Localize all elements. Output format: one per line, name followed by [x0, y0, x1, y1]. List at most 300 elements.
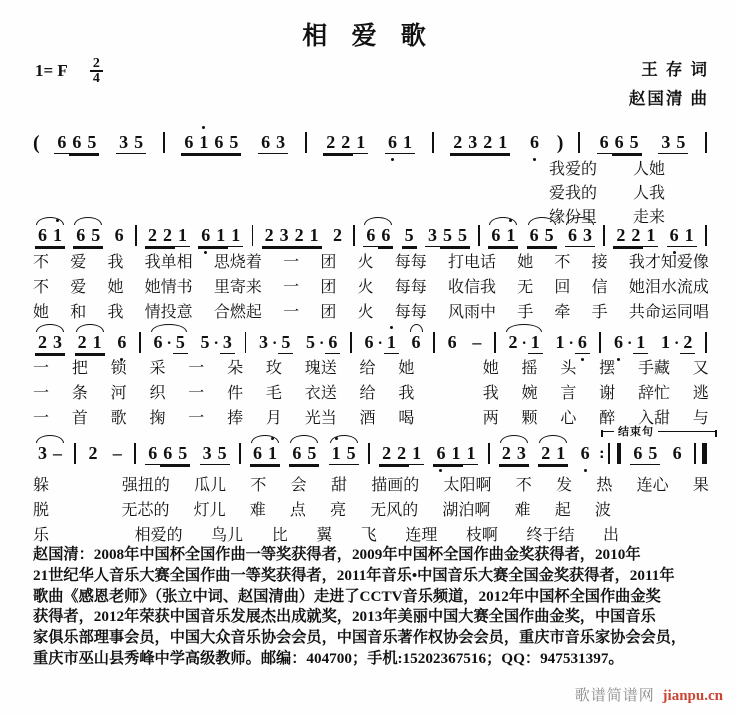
beam-line: [338, 154, 353, 156]
note: 6: [69, 132, 84, 154]
note: 2: [628, 225, 643, 247]
lyric-syllable: 相爱的: [134, 527, 183, 544]
note: 6: [575, 332, 590, 354]
barline: [478, 225, 480, 246]
note: 1: [265, 443, 280, 465]
lyric-syllable: 打电话: [447, 254, 496, 271]
lyric-syllable: 亮: [330, 502, 347, 519]
octave-dot-high: [335, 437, 338, 440]
note-group: [179, 132, 243, 154]
note-group: [628, 443, 662, 465]
beam-line: [503, 247, 518, 249]
slur-note-group: [287, 443, 321, 465]
lyric-syllable: 爱: [70, 254, 87, 271]
lyric-syllable: 织: [149, 385, 166, 402]
note: 1: [682, 225, 697, 247]
note: 6: [153, 332, 163, 352]
note: 1: [384, 332, 399, 354]
lyric-syllable: 她: [107, 279, 124, 296]
lyric-syllable: 一: [33, 360, 50, 377]
beam-line: [542, 247, 557, 249]
note: 6: [433, 443, 448, 465]
note: 6: [114, 332, 129, 354]
lyric-syllable: 火: [357, 304, 374, 321]
note: 5: [542, 225, 557, 247]
beam-line: [213, 247, 228, 249]
lyric-syllable: 里寄来: [213, 279, 262, 296]
composer-credit: 赵国清 曲: [628, 89, 709, 108]
duration-dot: ·: [521, 335, 527, 352]
note: 6: [289, 443, 304, 465]
barline: [305, 132, 307, 153]
beam-line: [88, 247, 103, 249]
note-group: [112, 332, 131, 354]
beam-line: [292, 247, 307, 249]
note: 1: [448, 443, 463, 465]
close-paren: ): [556, 132, 564, 154]
slur-note-group: [73, 332, 107, 354]
duration-dot: ·: [319, 335, 325, 352]
beam-line: [433, 465, 448, 467]
note: 2: [480, 132, 495, 154]
note-group: [525, 132, 544, 154]
barline: [74, 443, 76, 464]
lyric-syllable: 手: [517, 304, 534, 321]
final-barline: [692, 443, 709, 465]
note: 1: [50, 225, 65, 247]
lyric-syllable: 她情书: [144, 279, 193, 296]
lyric-syllable: 情投意: [144, 304, 193, 321]
beam-line: [613, 247, 628, 249]
note-group: [359, 332, 400, 354]
repeat-dots: ∶: [599, 448, 604, 463]
note: 3: [465, 132, 480, 154]
beam-line: [465, 154, 480, 156]
note-group: [143, 225, 192, 247]
lyric-syllable: 火: [357, 279, 374, 296]
note-group: [108, 443, 127, 465]
note-group: [260, 225, 324, 247]
note: 3: [514, 443, 529, 465]
note: 3: [220, 332, 235, 354]
lyrics-row: [33, 498, 611, 523]
note: 1: [495, 132, 510, 154]
note-group: [668, 443, 687, 465]
lyric-syllable: 一: [283, 279, 300, 296]
barline: [252, 225, 254, 246]
note: 6: [612, 132, 627, 154]
note: 1: [633, 332, 648, 354]
lyric-syllable: 无风的: [370, 502, 419, 519]
watermark-site-name: 歌谱简谱网: [574, 688, 655, 704]
lyric-syllable: 酒: [359, 410, 376, 427]
duration-dot: ·: [377, 335, 383, 352]
notation-line-1: [33, 124, 709, 154]
barline-thick: [617, 443, 622, 464]
lyricist-credit: 王 存 词: [641, 60, 709, 79]
beam-line: [265, 465, 280, 467]
lyric-syllable: 一: [283, 254, 300, 271]
time-signature-denominator: 4: [92, 71, 100, 86]
beam-line: [514, 465, 529, 467]
lyrics-block-4: [33, 473, 709, 548]
note: 3: [38, 443, 47, 463]
note-group: [467, 332, 486, 354]
note: –: [53, 443, 62, 463]
note: 5: [402, 225, 417, 247]
note: 2: [323, 132, 338, 154]
note: 6: [198, 225, 213, 247]
lyrics-row: [33, 250, 709, 275]
note: 2: [332, 225, 342, 245]
lyric-syllable: 把: [71, 360, 88, 377]
lyric-syllable: 她泪水流成: [628, 279, 709, 296]
beam-line: [538, 465, 553, 467]
credits: [629, 55, 709, 113]
lyric-syllable: 我: [107, 254, 124, 271]
barline: [608, 443, 610, 464]
ending-phrase-label: 结束句: [614, 423, 658, 439]
lyrics-row: [549, 158, 665, 182]
beam-line: [440, 247, 455, 249]
note: 2: [613, 225, 628, 247]
note: 1: [409, 443, 424, 465]
key-signature: [35, 57, 103, 85]
lyric-syllable: 乐: [33, 527, 50, 544]
lyric-syllable: 和: [70, 304, 87, 321]
lyric-syllable: 醉: [599, 410, 616, 427]
note: 1: [643, 225, 658, 247]
lyric-syllable: 她: [398, 360, 415, 377]
lyric-syllable: 无: [517, 279, 534, 296]
note: 6: [35, 225, 50, 247]
note: 2: [379, 443, 394, 465]
lyric-syllable: 喝: [398, 410, 415, 427]
key-label: 1= F: [35, 61, 68, 80]
note: 6: [258, 132, 273, 154]
note-group: [383, 132, 417, 154]
barline: [139, 332, 141, 353]
bio-line: 赵国清：2008年中国杯全国作曲一等奖获得者，2009年中国杯全国作曲金奖获得者，2010年: [33, 546, 641, 563]
note: 3: [200, 443, 215, 465]
note: 5: [175, 443, 190, 465]
note: 5: [278, 332, 293, 354]
duration-dot: ·: [568, 335, 574, 352]
lyric-syllable: 一: [283, 304, 300, 321]
octave-dot-low: [391, 158, 394, 161]
lyric-syllable: 给: [359, 385, 376, 402]
beam-line: [304, 465, 319, 467]
lyric-syllable: 辞忙: [637, 385, 670, 402]
bio-line: 重庆市巫山县秀峰中学高级教师。邮编：404700；手机:15202367516；QQ：947531397。: [33, 649, 624, 667]
lyric-syllable: 不: [515, 477, 532, 494]
lyrics-row: [33, 300, 709, 325]
note-group: [576, 443, 595, 465]
note-group: [52, 132, 101, 154]
lyric-syllable: 枝啊: [465, 527, 498, 544]
lyric-syllable: 每每: [394, 304, 427, 321]
note-group: [110, 225, 129, 247]
lyric-syllable: 不: [33, 279, 50, 296]
note: –: [472, 332, 482, 352]
lyrics-row: [33, 356, 709, 381]
lyric-syllable: 连心: [636, 477, 669, 494]
beam-line: [379, 465, 394, 467]
repeat-barline: [600, 443, 623, 465]
beam-line: [612, 154, 627, 156]
lyric-syllable: 一: [188, 385, 205, 402]
lyric-syllable: 连理: [405, 527, 438, 544]
note: 1: [528, 332, 543, 354]
lyric-syllable: 瑰送: [304, 360, 337, 377]
duration-dot: ·: [166, 335, 172, 352]
lyric-syllable: 走来: [632, 209, 665, 226]
time-signature-numerator: 2: [90, 57, 103, 72]
note: 6: [114, 225, 124, 245]
note: 6: [527, 132, 542, 154]
lyric-syllable: 收信我: [447, 279, 496, 296]
note-group: [665, 225, 699, 247]
lyric-syllable: 她: [482, 360, 499, 377]
note: 6: [73, 225, 88, 247]
barline: [134, 443, 136, 464]
slur-note-group: [33, 332, 67, 354]
note: 2: [160, 225, 175, 247]
lyric-syllable: 心: [560, 410, 577, 427]
note: 6: [385, 132, 400, 154]
note: 1: [660, 332, 670, 352]
slur-note-group: [497, 443, 531, 465]
barline: [705, 225, 707, 246]
beam-line: [198, 247, 213, 249]
lyric-syllable: 湖泊啊: [442, 502, 491, 519]
note: 1: [196, 132, 211, 154]
lyric-syllable: 条: [71, 385, 88, 402]
note: 5: [455, 225, 470, 247]
lyric-syllable: 风雨中: [447, 304, 496, 321]
beam-line: [455, 247, 470, 249]
beam-line: [628, 247, 643, 249]
lyric-syllable: 飞: [360, 527, 377, 544]
lyric-syllable: 玫: [265, 360, 282, 377]
note: 5: [627, 132, 642, 154]
lyric-syllable: 发: [556, 477, 573, 494]
lyric-syllable: 信: [591, 279, 608, 296]
slur-note-group: [536, 443, 570, 465]
note: 1: [90, 332, 105, 354]
lyric-syllable: 我爱的: [549, 161, 598, 178]
lyric-syllable: 共命运同唱: [628, 304, 709, 321]
lyric-syllable: 鸟儿: [211, 527, 244, 544]
lyric-syllable: 起: [554, 502, 571, 519]
lyric-syllable: 河: [110, 385, 127, 402]
beam-line: [488, 247, 503, 249]
slur-note-group: [327, 443, 361, 465]
note: 2: [538, 443, 553, 465]
lyric-syllable: 不: [33, 254, 50, 271]
slur-note-group: [71, 225, 105, 247]
beam-line: [480, 154, 495, 156]
note-group: [198, 443, 232, 465]
lyric-syllable: 言: [560, 385, 577, 402]
beam-line: [196, 154, 211, 156]
note: 6: [611, 332, 626, 354]
lyric-syllable: 出: [602, 527, 619, 544]
note: 5: [84, 132, 99, 154]
lyric-syllable: 波: [594, 502, 611, 519]
note: 5: [131, 132, 146, 154]
lyric-syllable: 灯儿: [193, 502, 226, 519]
slur-note-group: [486, 225, 520, 247]
note: 2: [394, 443, 409, 465]
note: 6: [364, 332, 374, 352]
note-group: [254, 332, 295, 354]
slur-note-group: [407, 332, 426, 354]
slur-note-group: [503, 332, 544, 354]
note: 2: [508, 332, 518, 352]
lyric-syllable: 翼: [316, 527, 333, 544]
beam-line: [402, 247, 417, 249]
note: 5: [306, 332, 315, 352]
lyric-syllable: 不: [250, 477, 267, 494]
beam-line: [50, 247, 65, 249]
lyric-syllable: 一: [188, 360, 205, 377]
note-group: [431, 443, 480, 465]
open-paren: (: [33, 132, 40, 154]
beam-line: [211, 154, 226, 156]
duration-dot: ·: [213, 335, 219, 352]
beam-line: [495, 154, 510, 156]
slur-note-group: [148, 332, 189, 354]
lyric-syllable: 终于结: [526, 527, 575, 544]
note: 5: [173, 332, 188, 354]
note-group: [595, 132, 644, 154]
lyric-syllable: 太阳啊: [443, 477, 492, 494]
note: 5: [673, 132, 688, 154]
note-group: [377, 443, 426, 465]
lyric-syllable: 摇: [521, 360, 538, 377]
lyric-syllable: 接: [591, 254, 608, 271]
lyric-syllable: 我: [482, 385, 499, 402]
lyrics-block-1: [549, 158, 665, 230]
note-group: [328, 225, 347, 247]
note: 6: [181, 132, 196, 154]
lyric-syllable: 热: [596, 477, 613, 494]
note: 1: [463, 443, 478, 465]
lyrics-row: [549, 182, 665, 206]
note: 1: [228, 225, 243, 247]
lyric-syllable: 爱: [70, 279, 87, 296]
lyric-syllable: 锁: [110, 360, 127, 377]
lyrics-row: [33, 406, 709, 431]
lyric-syllable: 果: [692, 477, 709, 494]
note-group: [256, 132, 290, 154]
note-group: [114, 132, 148, 154]
beam-line: [289, 465, 304, 467]
lyric-syllable: 无芯的: [121, 502, 170, 519]
note: 6: [667, 225, 682, 247]
note: 6: [447, 332, 457, 352]
lyric-syllable: 火: [357, 254, 374, 271]
note: 1: [175, 225, 190, 247]
lyric-syllable: 光当: [304, 410, 337, 427]
note: 6: [672, 443, 682, 463]
beam-line: [84, 154, 99, 156]
lyric-syllable: 脱: [33, 502, 50, 519]
note: 5: [344, 443, 359, 465]
lyric-syllable: 会: [290, 477, 307, 494]
lyric-syllable: 与: [692, 410, 709, 427]
octave-dot-high: [509, 219, 512, 222]
beam-line: [553, 465, 568, 467]
lyric-syllable: 给: [359, 360, 376, 377]
octave-dot-high: [390, 326, 393, 329]
lyric-syllable: 爱我的: [549, 185, 598, 202]
bio-line: 21世纪华人音乐大赛全国作曲一等奖获得者，2011年音乐•中国音乐大赛全国金奖获得者，2011年: [33, 566, 675, 584]
note-group: [196, 225, 245, 247]
lyric-syllable: 我单相: [144, 254, 193, 271]
lyric-syllable: 歌: [110, 410, 127, 427]
barline: [350, 332, 352, 353]
note: 5: [645, 443, 660, 465]
lyric-syllable: 难: [249, 502, 266, 519]
note: 2: [35, 332, 50, 354]
note-group: [143, 443, 192, 465]
lyric-syllable: 牵: [554, 304, 571, 321]
note: 3: [277, 225, 292, 247]
lyric-syllable: 思烧着: [213, 254, 262, 271]
lyric-syllable: 月: [265, 410, 282, 427]
lyrics-row: [549, 206, 665, 230]
barline: [135, 225, 137, 246]
note: 2: [145, 225, 160, 247]
note-group: [83, 443, 102, 465]
note: 5: [200, 332, 210, 352]
beam-line: [450, 154, 465, 156]
lyric-syllable: 我才知爱像: [628, 254, 709, 271]
lyric-syllable: 每每: [394, 254, 427, 271]
note-group: [443, 332, 462, 354]
note: 6: [363, 225, 378, 247]
lyric-syllable: 不: [554, 254, 571, 271]
note-group: [301, 332, 342, 354]
lyric-syllable: 谢: [599, 385, 616, 402]
octave-dot-high: [271, 437, 274, 440]
note: 6: [527, 225, 542, 247]
lyric-syllable: 瓜儿: [194, 477, 227, 494]
note: 3: [50, 332, 65, 354]
lyric-syllable: 躲: [33, 477, 50, 494]
duration-dot: ·: [271, 335, 278, 352]
octave-dot-high: [56, 219, 59, 222]
lyric-syllable: 毛: [265, 385, 282, 402]
lyrics-row: [33, 473, 709, 498]
song-title: 相 爱 歌: [302, 23, 435, 50]
barline: [488, 443, 490, 464]
barline: [694, 443, 696, 464]
note: 2: [75, 332, 90, 354]
lyric-syllable: 合燃起: [213, 304, 262, 321]
lyric-syllable: 缘份里: [549, 209, 598, 226]
lyric-syllable: 点: [289, 502, 306, 519]
lyric-syllable: 手: [591, 304, 608, 321]
lyric-syllable: 捧: [227, 410, 244, 427]
note-group: [448, 132, 512, 154]
octave-dot-low: [584, 469, 587, 472]
beam-line: [323, 154, 338, 156]
lyric-syllable: 回: [554, 279, 571, 296]
lyric-syllable: 团: [320, 279, 337, 296]
